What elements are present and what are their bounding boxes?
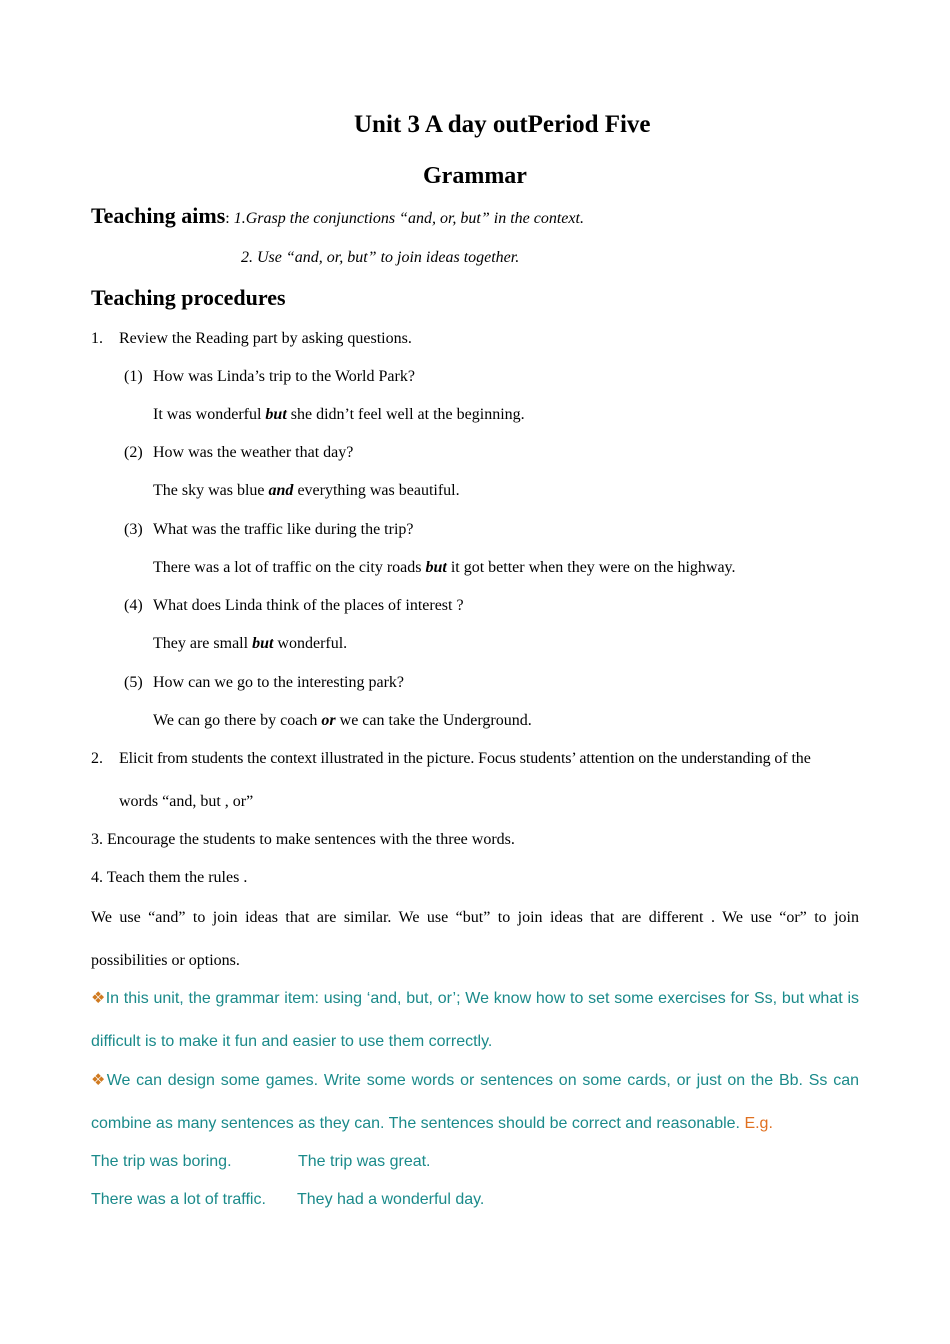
rules-paragraph: We use “and” to join ideas that are similar. We use “but” to join ideas that are different . We use “or” to join possibilities or options. xyxy=(91,909,859,969)
diamond-bullet-icon: ❖ xyxy=(91,1072,107,1089)
step-1-number: 1. xyxy=(91,330,103,347)
example-right-1: The trip was great. xyxy=(298,1153,431,1170)
qa-number-3: (3) xyxy=(124,521,143,538)
procedures-heading: Teaching procedures xyxy=(91,285,286,310)
teaching-aim-2: 2. Use “and, or, but” to join ideas together. xyxy=(241,249,520,266)
qa-answer-4: They are small but wonderful. xyxy=(153,635,348,652)
step-4: 4. Teach them the rules . xyxy=(91,869,248,886)
teaching-aim-1: 1.Grasp the conjunctions “and, or, but” in the context. xyxy=(233,210,584,227)
qa-question-5: How can we go to the interesting park? xyxy=(153,674,405,691)
qa-answer-3: There was a lot of traffic on the city roads but it got better when they were on the highway. xyxy=(153,559,736,576)
qa-number-2: (2) xyxy=(124,444,143,461)
qa-question-1: How was Linda’s trip to the World Park? xyxy=(153,368,415,385)
teaching-aims-label: Teaching aims xyxy=(91,203,226,228)
example-left-2: There was a lot of traffic. xyxy=(91,1191,266,1208)
note-1: ❖In this unit, the grammar item: using ‘and, but, or’; We know how to set some exercises for Ss, but what is difficult is to make it fun and easier to use them correctly. xyxy=(91,990,860,1050)
eg-label: E.g. xyxy=(744,1115,773,1132)
diamond-bullet-icon: ❖ xyxy=(91,990,106,1007)
step-1-text: Review the Reading part by asking questions. xyxy=(119,330,412,347)
conjunction-or: or xyxy=(321,712,336,729)
step-2-number: 2. xyxy=(91,750,103,767)
note-2: ❖We can design some games. Write some words or sentences on some cards, or just on the Bb. Ss can combine as many sentences as they can. The sentences should be correct and reasonable. E.g. xyxy=(91,1072,860,1132)
step-3: 3. Encourage the students to make sentences with the three words. xyxy=(91,831,515,848)
step-2-line-1: Elicit from students the context illustrated in the picture. Focus students’ attention on the understanding of the xyxy=(119,750,811,767)
page-title: Unit 3 A day outPeriod Five xyxy=(354,111,651,138)
teaching-aims-colon: : xyxy=(225,210,234,227)
example-right-2: They had a wonderful day. xyxy=(297,1191,485,1208)
step-2-line-2: words “and, but , or” xyxy=(119,793,254,810)
qa-number-5: (5) xyxy=(124,674,143,691)
example-left-1: The trip was boring. xyxy=(91,1153,232,1170)
conjunction-but: but xyxy=(265,406,287,423)
qa-question-4: What does Linda think of the places of interest ? xyxy=(153,597,464,614)
qa-question-2: How was the weather that day? xyxy=(153,444,354,461)
qa-answer-2: The sky was blue and everything was beautiful. xyxy=(153,482,460,499)
qa-answer-5: We can go there by coach or we can take the Underground. xyxy=(153,712,532,729)
conjunction-and: and xyxy=(268,482,294,499)
qa-answer-1: It was wonderful but she didn’t feel well at the beginning. xyxy=(153,406,525,423)
page-subtitle: Grammar xyxy=(423,163,527,189)
conjunction-but: but xyxy=(425,559,447,576)
qa-question-3: What was the traffic like during the trip? xyxy=(153,521,414,538)
qa-number-1: (1) xyxy=(124,368,143,385)
qa-number-4: (4) xyxy=(124,597,143,614)
conjunction-but: but xyxy=(252,635,274,652)
teaching-aims xyxy=(91,203,584,229)
